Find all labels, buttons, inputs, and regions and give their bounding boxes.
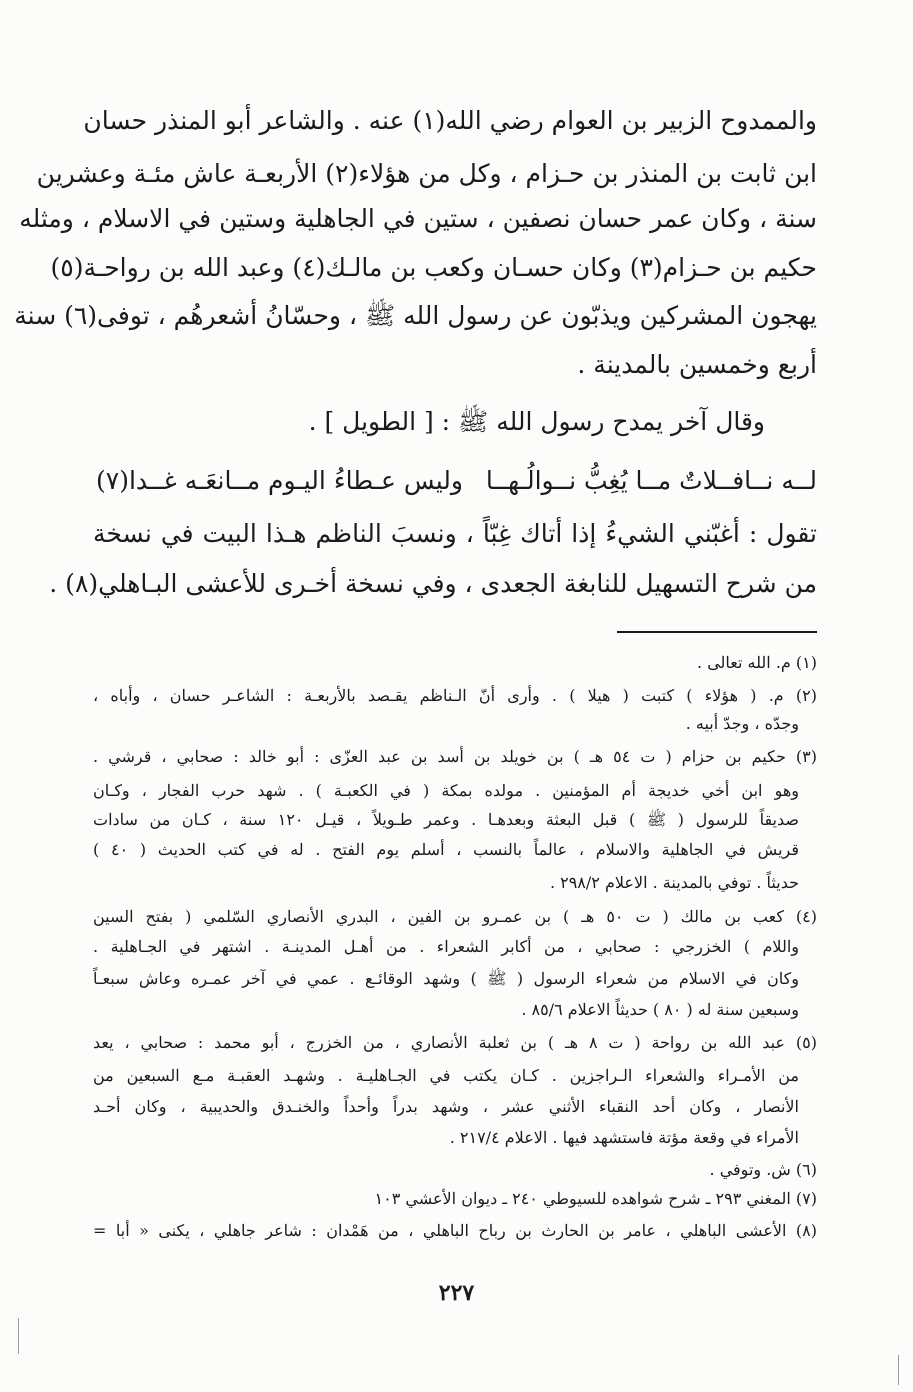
footnote-line: وكان في الاسلام من شعراء الرسول ( ﷺ ) وشهد الوقائـع . عمي في آخر عمـره وعاش سبعـاً bbox=[93, 969, 800, 988]
body-line: حكيم بن حـزام(٣) وكان حسـان وكعب بن مالـك(٤) وعبد الله بن رواحـة(٥) bbox=[50, 253, 817, 282]
footnote-line: الأنصار ، وكان أحد النقباء الأثني عشر ، وشهد بدراً وأحداً والخنـدق والحديبية ، وكان أحـد bbox=[93, 1097, 799, 1116]
footnote-line: قريش في الجاهلية والاسلام ، عالماً بالنسب ، أسلم يوم الفتح . له في كتب الحديث ( ٤٠ ) bbox=[93, 840, 800, 859]
verse-second-hemistich: وليس عـطاءُ اليـوم مــانعَـه غــدا(٧) bbox=[96, 466, 463, 495]
footnote-line: (٦) ش. وتوفي . bbox=[709, 1160, 817, 1179]
body-line: أربع وخمسين بالمدينة . bbox=[577, 350, 817, 379]
scan-edge-mark bbox=[898, 1355, 899, 1385]
verse-first-hemistich: لــه نــافــلاتٌ مــا يُغِبُّ نــوالُـهــا bbox=[485, 466, 817, 495]
body-line: ابن ثابت بن المنذر بن حـزام ، وكل من هؤلاء(٢) الأربعـة عاش مئـة وعشرين bbox=[36, 159, 817, 188]
footnote-line: واللام ) الخزرجي : صحابي ، من أكابر الشعراء . من أهـل المدينـة . اشتهر في الجـاهلية . bbox=[93, 937, 799, 956]
body-line: والممدوح الزبير بن العوام رضي الله(١) عنه . والشاعر أبو المنذر حسان bbox=[83, 106, 817, 135]
footnote-line: وسبعين سنة له ( ٨٠ ) حديثاً الاعلام ٨٥/٦ . bbox=[521, 1000, 799, 1019]
body-line: تقول : أغبّني الشيءُ إذا أتاك غِبّاً ، ونسبَ الناظم هـذا البيت في نسخة bbox=[93, 519, 817, 548]
verse-intro: وقال آخر يمدح رسول الله ﷺ : [ الطويل ] . bbox=[308, 407, 765, 436]
body-line: من شرح التسهيل للنابغة الجعدى ، وفي نسخة أخـرى للأعشى البـاهلي(٨) . bbox=[49, 569, 817, 598]
footnote-line: (٥) عبد الله بن رواحة ( ت ٨ هـ ) بن ثعلبة الأنصاري ، من الخزرج ، أبو محمد : صحابي ، يعد bbox=[93, 1033, 817, 1052]
footnote-line: صديقاً للرسول ( ﷺ ) قبل البعثة وبعدهـا . وعمر طـويلاً ، قيـل ١٢٠ سنة ، كـان من سادات bbox=[93, 810, 799, 829]
footnote-line: (٧) المغني ٢٩٣ ـ شرح شواهده للسيوطي ٢٤٠ ـ ديوان الأعشي ١٠٣ bbox=[374, 1189, 817, 1208]
footnote-line: (٢) م. ( هؤلاء ) كتبت ( هيلا ) . وأرى أنّ الـناظم يقـصد بالأربعـة : الشاعـر حسان ، وأباه ، bbox=[93, 686, 817, 705]
footnote-line: الأمراء في وقعة مؤتة فاستشهد فيها . الاعلام ٢١٧/٤ . bbox=[449, 1128, 799, 1147]
scan-edge-mark bbox=[18, 1318, 19, 1354]
footnote-line: (٣) حكيم بن حزام ( ت ٥٤ هـ ) بن خويلد بن أسد بن عبد العزّى : أبو خالد : صحابي ، قرشي . bbox=[93, 747, 817, 766]
footnote-line: (٨) الأعشى الباهلي ، عامر بن الحارث بن رباح الباهلي ، من هَمْدان : شاعر جاهلي ، يكنى « أبا = bbox=[93, 1221, 818, 1240]
footnote-separator bbox=[617, 631, 817, 633]
footnote-line: وجدّه ، وجدّ أبيه . bbox=[685, 714, 799, 733]
footnote-line: وهو ابن أخي خديجة أم المؤمنين . مولده بمكة ( في الكعبـة ) . شهد حرب الفجار ، وكـان bbox=[93, 781, 800, 800]
footnote-line: من الأمـراء والشعراء الـراجزين . كـان يكتب في الجـاهليـة . وشهـد العقبـة مـع السبعين من bbox=[93, 1066, 799, 1085]
footnote-line: (٤) كعب بن مالك ( ت ٥٠ هـ ) بن عمـرو بن الفين ، البدري الأنصاري السّلمي ( بفتح السين bbox=[93, 907, 818, 926]
body-line: يهجون المشركين ويذبّون عن رسول الله ﷺ ، وحسّانُ أشعرهُم ، توفى(٦) سنة bbox=[14, 301, 817, 330]
body-line: سنة ، وكان عمر حسان نصفين ، ستين في الجاهلية وستين في الاسلام ، ومثله bbox=[19, 204, 817, 233]
footnote-line: (١) م. الله تعالى . bbox=[697, 653, 817, 672]
page-number: ٢٢٧ bbox=[438, 1280, 475, 1306]
footnote-line: حديثاً . توفي بالمدينة . الاعلام ٢٩٨/٢ . bbox=[549, 873, 799, 892]
